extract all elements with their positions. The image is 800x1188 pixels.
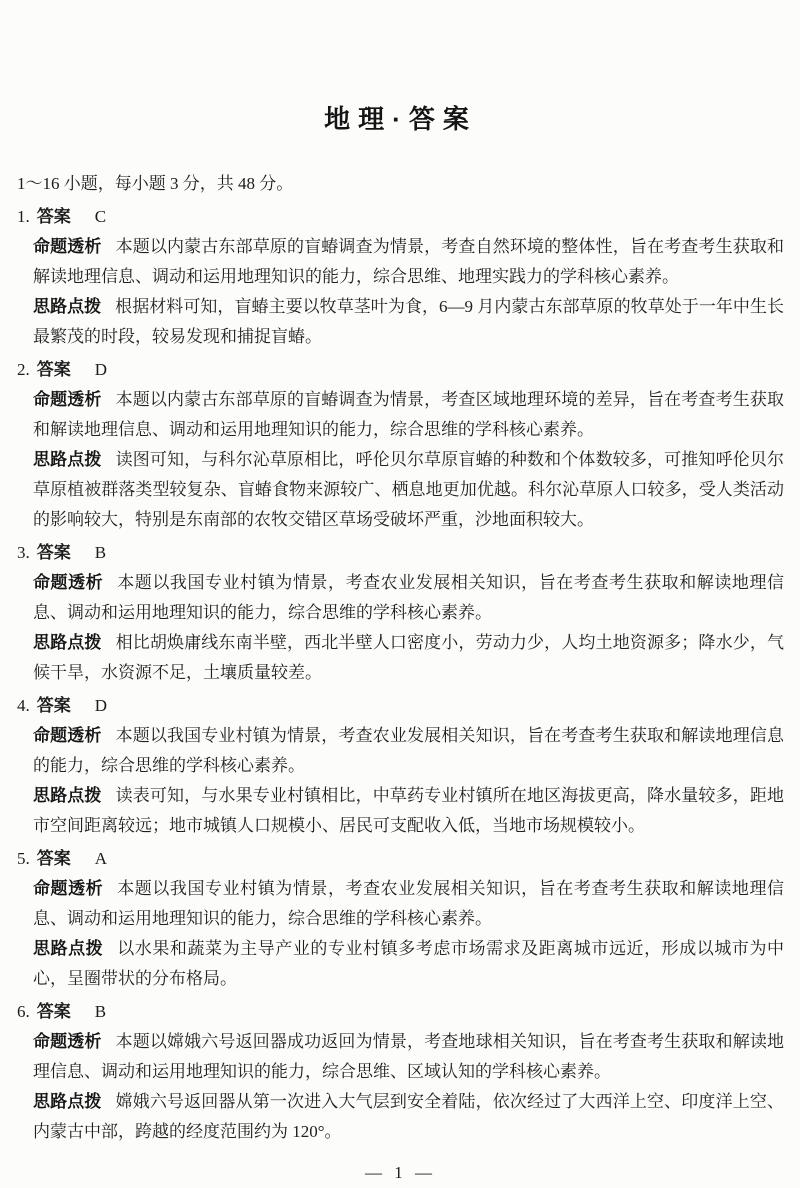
analysis-label: 命题透析: [33, 726, 102, 745]
answer-item-3: [17, 538, 784, 688]
tips-paragraph: [33, 934, 784, 994]
page-number: — 1 —: [365, 1163, 436, 1182]
page-title: 地理·答案: [324, 104, 477, 134]
answer-item-2: [17, 355, 784, 535]
tips-text: 读图可知，与科尔沁草原相比，呼伦贝尔草原盲蝽的种数和个体数较多，可推知呼伦贝尔草原植被群落类型较复杂、盲蝽食物来源较广、栖息地更加优越。科尔沁草原人口较多，受人类活动的影响较大，特别是东南部的农牧交错区草场受破坏严重，沙地面积较大。: [33, 450, 785, 529]
answer-letter: A: [94, 849, 108, 868]
analysis-paragraph: [33, 721, 784, 781]
tips-paragraph: [33, 445, 784, 535]
analysis-text: 本题以我国专业村镇为情景，考查农业发展相关知识，旨在考查考生获取和解读地理信息、调动和运用地理知识的能力，综合思维的学科核心素养。: [33, 879, 785, 928]
answer-letter: D: [94, 360, 108, 379]
analysis-label: 命题透析: [33, 1032, 102, 1051]
tips-paragraph: [33, 781, 784, 841]
analysis-paragraph: [33, 568, 784, 628]
answer-line: [17, 355, 784, 385]
answer-line: [17, 202, 784, 232]
intro-line: 1～16 小题，每小题 3 分，共 48 分。: [17, 174, 294, 193]
analysis-label: 命题透析: [33, 879, 104, 898]
analysis-paragraph: [33, 385, 784, 445]
answer-label: 答案: [36, 1002, 71, 1021]
tips-text: 根据材料可知，盲蝽主要以牧草茎叶为食，6—9 月内蒙古东部草原的牧草处于一年中生长最繁茂的时段，较易发现和捕捉盲蝽。: [33, 297, 784, 346]
question-number: 3.: [17, 543, 30, 562]
answer-item-4: [17, 691, 784, 841]
question-number: 5.: [17, 849, 30, 868]
answer-label: 答案: [36, 849, 71, 868]
analysis-text: 本题以内蒙古东部草原的盲蝽调查为情景，考查自然环境的整体性，旨在考查考生获取和解读地理信息、调动和运用地理知识的能力，综合思维、地理实践力的学科核心素养。: [33, 237, 785, 286]
answer-line: [17, 844, 784, 874]
tips-label: 思路点拨: [33, 297, 102, 316]
answer-item-1: [17, 202, 784, 352]
answer-label: 答案: [36, 360, 71, 379]
question-number: 4.: [17, 696, 30, 715]
answer-letter: D: [94, 696, 108, 715]
tips-label: 思路点拨: [33, 450, 102, 469]
tips-text: 以水果和蔬菜为主导产业的专业村镇多考虑市场需求及距离城市远近，形成以城市为中心，呈圈带状的分布格局。: [33, 939, 785, 988]
question-number: 6.: [17, 1002, 30, 1021]
tips-text: 相比胡焕庸线东南半壁，西北半壁人口密度小，劳动力少，人均土地资源多；降水少，气候干旱，水资源不足，土壤质量较差。: [33, 633, 785, 682]
answer-letter: B: [94, 1002, 107, 1021]
analysis-paragraph: [33, 874, 784, 934]
tips-label: 思路点拨: [33, 1092, 102, 1111]
analysis-paragraph: [33, 232, 784, 292]
answer-label: 答案: [36, 543, 71, 562]
tips-label: 思路点拨: [33, 786, 102, 805]
analysis-label: 命题透析: [33, 573, 104, 592]
answer-item-5: [17, 844, 784, 994]
tips-label: 思路点拨: [33, 939, 104, 958]
analysis-text: 本题以内蒙古东部草原的盲蝽调查为情景，考查区域地理环境的差异，旨在考查考生获取和解读地理信息、调动和运用地理知识的能力，综合思维的学科核心素养。: [33, 390, 785, 439]
answer-letter: C: [94, 207, 107, 226]
answer-label: 答案: [36, 207, 71, 226]
answer-label: 答案: [36, 696, 71, 715]
question-number: 1.: [17, 207, 30, 226]
answer-line: [17, 538, 784, 568]
tips-label: 思路点拨: [33, 633, 102, 652]
answer-line: [17, 691, 784, 721]
analysis-label: 命题透析: [33, 390, 102, 409]
tips-paragraph: [33, 292, 784, 352]
analysis-text: 本题以我国专业村镇为情景，考查农业发展相关知识，旨在考查考生获取和解读地理信息的能力，综合思维的学科核心素养。: [33, 726, 785, 775]
answer-letter: B: [94, 543, 107, 562]
analysis-label: 命题透析: [33, 237, 102, 256]
question-number: 2.: [17, 360, 30, 379]
analysis-text: 本题以嫦娥六号返回器成功返回为情景，考查地球相关知识，旨在考查考生获取和解读地理信息、调动和运用地理知识的能力，综合思维、区域认知的学科核心素养。: [33, 1032, 785, 1081]
analysis-paragraph: [33, 1027, 784, 1087]
tips-text: 读表可知，与水果专业村镇相比，中草药专业村镇所在地区海拔更高，降水量较多，距地市空间距离较远；地市城镇人口规模小、居民可支配收入低，当地市场规模较小。: [33, 786, 785, 835]
tips-paragraph: [33, 628, 784, 688]
answer-line: [17, 997, 784, 1027]
analysis-text: 本题以我国专业村镇为情景，考查农业发展相关知识，旨在考查考生获取和解读地理信息、调动和运用地理知识的能力，综合思维的学科核心素养。: [33, 573, 785, 622]
answer-item-6: [17, 997, 784, 1147]
tips-paragraph: [33, 1087, 784, 1147]
tips-text: 嫦娥六号返回器从第一次进入大气层到安全着陆，依次经过了大西洋上空、印度洋上空、内蒙古中部，跨越的经度范围约为 120°。: [33, 1092, 785, 1141]
